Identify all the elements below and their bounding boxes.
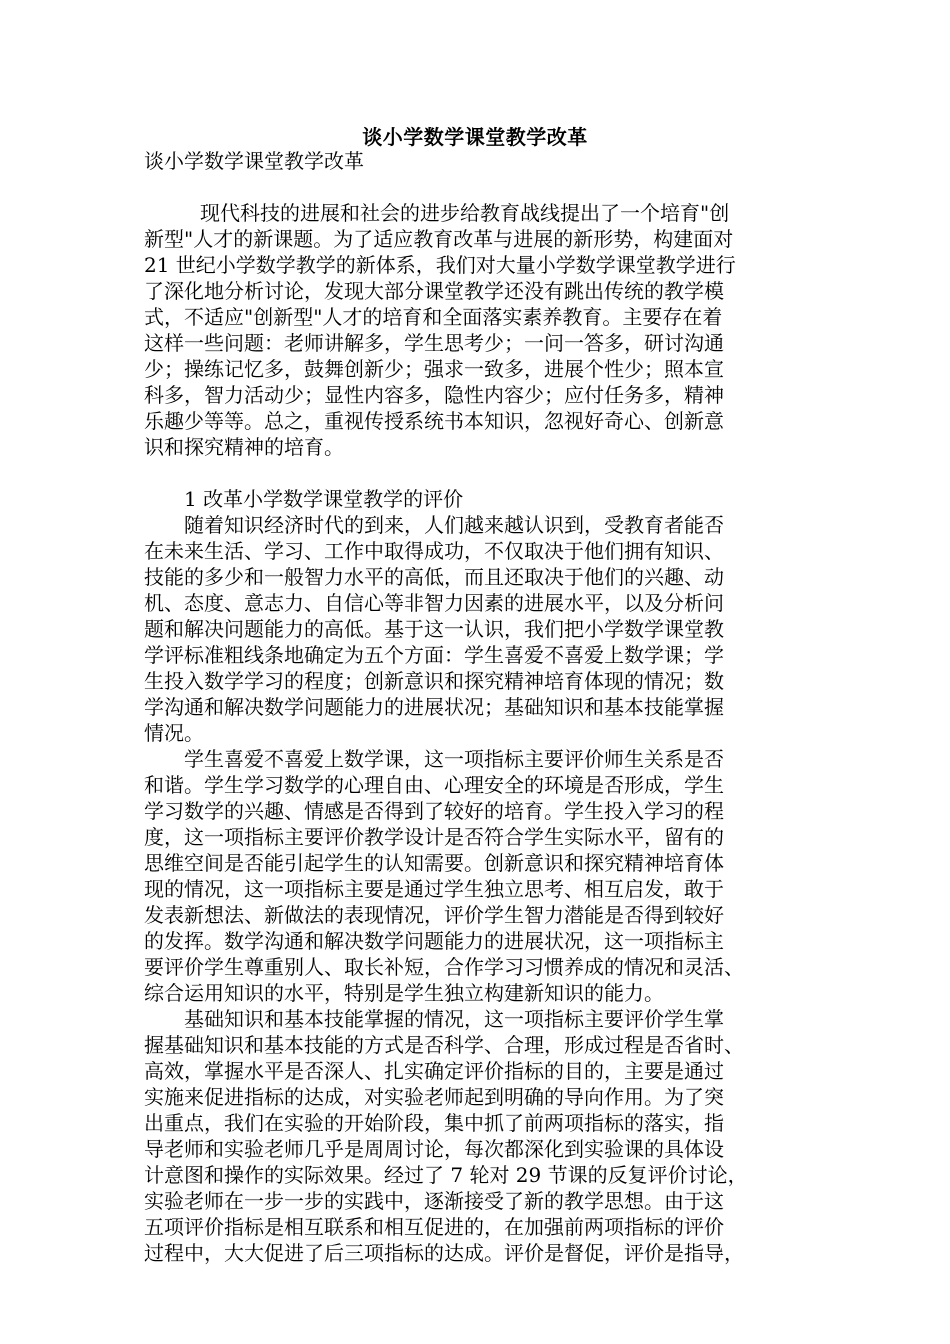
text-line: 21 世纪小学数学教学的新体系，我们对大量小学数学课堂教学进行 (144, 253, 736, 277)
blank-line (144, 460, 808, 486)
text-line: 式，不适应"创新型"人才的培育和全面落实素养教育。主要存在着 (144, 305, 723, 329)
text-line: 基础知识和基本技能掌握的情况，这一项指标主要评价学生掌 (184, 1007, 724, 1031)
document-body (144, 148, 808, 1266)
text-line: 题和解决问题能力的高低。基于这一认识，我们把小学数学课堂教 (144, 617, 724, 641)
text-line: 度，这一项指标主要评价教学设计是否符合学生实际水平，留有的 (144, 825, 724, 849)
text-line: 学习数学的兴趣、情感是否得到了较好的培育。学生投入学习的程 (144, 799, 724, 823)
text-line: 实施来促进指标的达成，对实验老师起到明确的导向作用。为了突 (144, 1085, 724, 1109)
text-line: 过程中，大大促进了后三项指标的达成。评价是督促，评价是指导， (144, 1241, 744, 1265)
document-subtitle: 谈小学数学课堂教学改革 (144, 149, 364, 173)
document-title: 谈小学数学课堂教学改革 (362, 125, 588, 149)
text-line: 计意图和操作的实际效果。经过了 7 轮对 29 节课的反复评价讨论， (144, 1163, 748, 1187)
text-line: 识和探究精神的培育。 (144, 435, 344, 459)
paragraph-3 (144, 1006, 808, 1266)
text-line: 机、态度、意志力、自信心等非智力因素的进展水平，以及分析问 (144, 591, 724, 615)
text-line: 学生喜爱不喜爱上数学课，这一项指标主要评价师生关系是否 (184, 747, 724, 771)
text-line: 随着知识经济时代的到来，人们越来越认识到，受教育者能否 (184, 513, 724, 537)
text-line: 学评标准粗线条地确定为五个方面：学生喜爱不喜爱上数学课；学 (144, 643, 724, 667)
text-line: 综合运用知识的水平，特别是学生独立构建新知识的能力。 (144, 981, 664, 1005)
text-line: 导老师和实验老师几乎是周周讨论，每次都深化到实验课的具体设 (144, 1137, 724, 1161)
text-line: 五项评价指标是相互联系和相互促进的，在加强前两项指标的评价 (144, 1215, 724, 1239)
text-line: 高效，掌握水平是否深人、扎实确定评价指标的目的，主要是通过 (144, 1059, 724, 1083)
text-line: 情况。 (144, 721, 204, 745)
text-line: 学沟通和解决数学问题能力的进展状况；基础知识和基本技能掌握 (144, 695, 724, 719)
text-line: 了深化地分析讨论，发现大部分课堂教学还没有跳出传统的教学模 (144, 279, 724, 303)
blank-line (144, 174, 808, 200)
paragraph-1 (144, 512, 808, 746)
text-line: 实验老师在一步一步的实践中，逐渐接受了新的教学思想。由于这 (144, 1189, 724, 1213)
text-line: 现代科技的进展和社会的进步给教育战线提出了一个培育"创 (200, 201, 730, 225)
paragraph-2 (144, 746, 808, 1006)
text-line: 出重点，我们在实验的开始阶段，集中抓了前两项指标的落实，指 (144, 1111, 724, 1135)
intro-paragraph (144, 200, 808, 460)
text-line: 科多，智力活动少；显性内容多，隐性内容少；应付任务多，精神 (144, 383, 724, 407)
text-line: 这样一些问题：老师讲解多，学生思考少；一问一答多，研讨沟通 (144, 331, 724, 355)
text-line: 技能的多少和一般智力水平的高低，而且还取决于他们的兴趣、动 (144, 565, 724, 589)
text-line: 在未来生活、学习、工作中取得成功，不仅取决于他们拥有知识、 (144, 539, 724, 563)
text-line: 少；操练记忆多，鼓舞创新少；强求一致多，进展个性少；照本宣 (144, 357, 724, 381)
text-line: 握基础知识和基本技能的方式是否科学、合理，形成过程是否省时、 (144, 1033, 744, 1057)
section-heading: 1 改革小学数学课堂教学的评价 (184, 487, 464, 511)
text-line: 发表新想法、新做法的表现情况，评价学生智力潜能是否得到较好 (144, 903, 724, 927)
text-line: 乐趣少等等。总之，重视传授系统书本知识，忽视好奇心、创新意 (144, 409, 724, 433)
text-line: 生投入数学学习的程度；创新意识和探究精神培育体现的情况；数 (144, 669, 724, 693)
text-line: 现的情况，这一项指标主要是通过学生独立思考、相互启发，敢于 (144, 877, 724, 901)
text-line: 和谐。学生学习数学的心理自由、心理安全的环境是否形成，学生 (144, 773, 724, 797)
text-line: 新型"人才的新课题。为了适应教育改革与进展的新形势，构建面对 (144, 227, 734, 251)
text-line: 思维空间是否能引起学生的认知需要。创新意识和探究精神培育体 (144, 851, 724, 875)
text-line: 的发挥。数学沟通和解决数学问题能力的进展状况，这一项指标主 (144, 929, 724, 953)
text-line: 要评价学生尊重别人、取长补短，合作学习习惯养成的情况和灵活、 (144, 955, 744, 979)
